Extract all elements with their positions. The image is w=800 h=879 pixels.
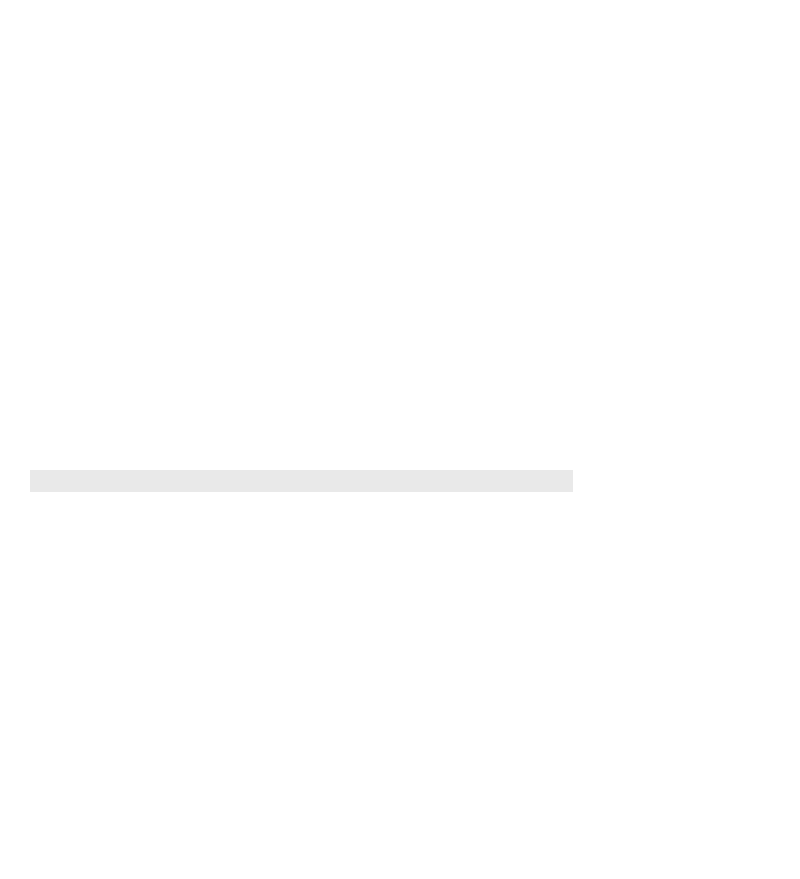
info-block: [655, 68, 798, 84]
fan-chart-svg: [0, 0, 480, 446]
performance-chart: [0, 0, 480, 446]
measured-values-title: [30, 470, 573, 492]
